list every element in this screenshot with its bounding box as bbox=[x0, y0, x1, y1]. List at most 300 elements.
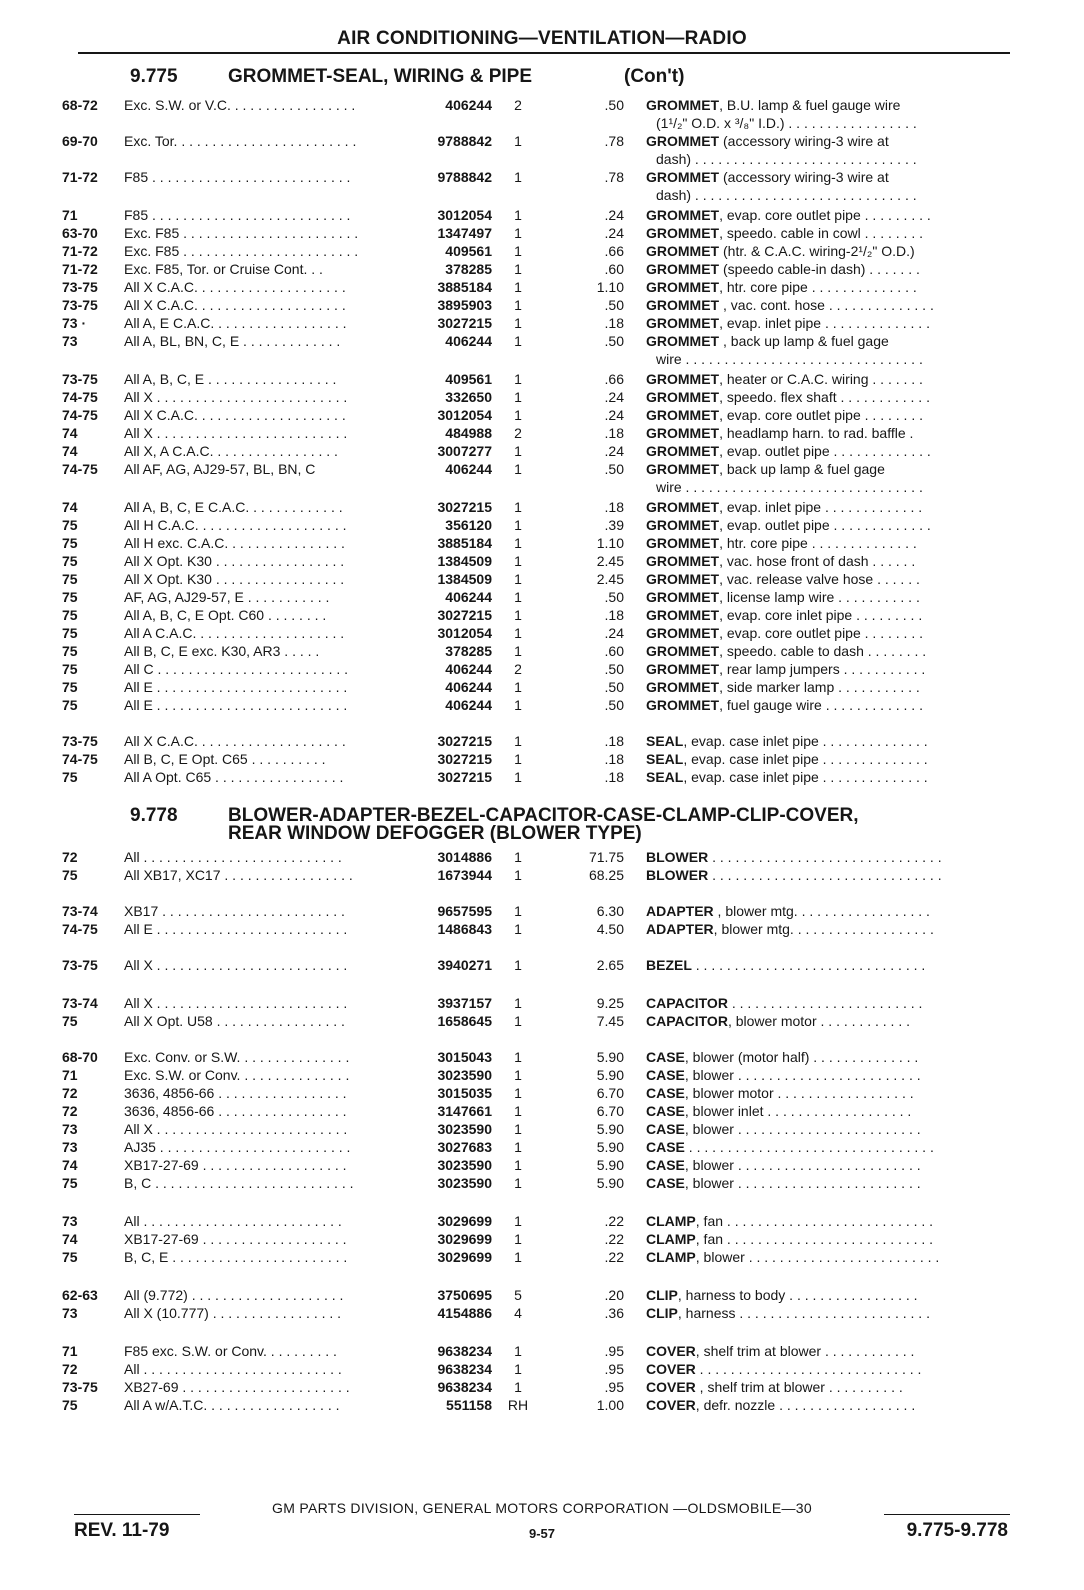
table-row bbox=[0, 624, 1084, 642]
part-detail: , blower mtg. . . . . . . . . . . . . . . . . . . bbox=[713, 921, 934, 937]
row-part-number: 409561 bbox=[445, 371, 492, 387]
row-application: All A, B, C, E C.A.C. . . . . . . . . . . . . bbox=[124, 499, 343, 515]
part-detail: , blower . . . . . . . . . . . . . . . . . . . . . . . . . bbox=[695, 1249, 940, 1265]
section-number: 9.775 bbox=[130, 66, 178, 87]
row-year: 73 bbox=[62, 333, 78, 349]
row-description bbox=[646, 1012, 1008, 1030]
row-price: .18 bbox=[604, 733, 624, 749]
row-quantity: 5 bbox=[514, 1287, 522, 1303]
row-quantity: 1 bbox=[514, 903, 522, 919]
row-application: Exc. Tor. . . . . . . . . . . . . . . . . . . . . . . . bbox=[124, 133, 357, 149]
row-application: B, C, E . . . . . . . . . . . . . . . . . . . . . . . bbox=[124, 1249, 348, 1265]
row-quantity: 1 bbox=[514, 371, 522, 387]
table-row bbox=[0, 242, 1084, 260]
part-detail: . . . . . . . . . . . . . . . . . . . . . . . . . . . . . . bbox=[708, 867, 942, 883]
part-name: CAPACITOR bbox=[646, 995, 728, 1011]
table-row bbox=[0, 678, 1084, 696]
row-quantity: 1 bbox=[514, 461, 522, 477]
row-quantity: 1 bbox=[514, 243, 522, 259]
row-application: 3636, 4856-66 . . . . . . . . . . . . . . . . . bbox=[124, 1103, 347, 1119]
row-year: 72 bbox=[62, 1361, 78, 1377]
section-number: 9.778 bbox=[130, 805, 178, 826]
footer-revision: REV. 11-79 bbox=[74, 1520, 170, 1541]
row-application: XB17-27-69 . . . . . . . . . . . . . . . . . . . bbox=[124, 1157, 347, 1173]
row-part-number: 356120 bbox=[445, 517, 492, 533]
row-year: 75 bbox=[62, 607, 78, 623]
table-row bbox=[0, 516, 1084, 534]
part-name: COVER bbox=[646, 1397, 696, 1413]
part-detail: , heater or C.A.C. wiring . . . . . . . bbox=[719, 371, 923, 387]
row-quantity: 1 bbox=[514, 1361, 522, 1377]
part-name: GROMMET bbox=[646, 661, 720, 677]
table-row bbox=[0, 994, 1084, 1012]
table-row bbox=[0, 956, 1084, 974]
part-detail: , back up lamp & fuel gage bbox=[719, 461, 885, 477]
row-year: 71-72 bbox=[62, 261, 98, 277]
table-row bbox=[0, 920, 1084, 938]
part-name: GROMMET bbox=[646, 389, 720, 405]
row-description bbox=[646, 660, 1008, 678]
table-row bbox=[0, 1084, 1084, 1102]
row-year: 71-72 bbox=[62, 243, 98, 259]
row-price: 2.45 bbox=[596, 553, 624, 569]
row-price: .50 bbox=[604, 297, 624, 313]
row-price: .66 bbox=[604, 371, 624, 387]
row-price: .18 bbox=[604, 499, 624, 515]
row-description bbox=[646, 1102, 1008, 1120]
row-quantity: 1 bbox=[514, 1213, 522, 1229]
row-part-number: 3023590 bbox=[437, 1157, 492, 1173]
table-row bbox=[0, 606, 1084, 624]
row-description bbox=[646, 848, 1008, 866]
row-description bbox=[646, 1396, 1008, 1414]
row-year: 73-75 bbox=[62, 371, 98, 387]
row-quantity: 1 bbox=[514, 315, 522, 331]
row-price: .24 bbox=[604, 389, 624, 405]
table-row bbox=[0, 332, 1084, 350]
row-part-number: 3023590 bbox=[437, 1175, 492, 1191]
row-year: 75 bbox=[62, 679, 78, 695]
row-description-continued: dash) . . . . . . . . . . . . . . . . . . . . . . . . . . . . . bbox=[656, 151, 917, 167]
row-part-number: 3895903 bbox=[437, 297, 492, 313]
row-quantity: 1 bbox=[514, 1157, 522, 1173]
row-description bbox=[646, 606, 1008, 624]
part-name: CASE bbox=[646, 1175, 685, 1191]
row-part-number: 406244 bbox=[445, 589, 492, 605]
row-application: All XB17, XC17 . . . . . . . . . . . . . . . . . bbox=[124, 867, 353, 883]
row-description bbox=[646, 242, 1008, 260]
row-description bbox=[646, 206, 1008, 224]
part-name: BLOWER bbox=[646, 849, 709, 865]
row-year: 74-75 bbox=[62, 921, 98, 937]
table-row bbox=[0, 552, 1084, 570]
table-row bbox=[0, 442, 1084, 460]
row-year: 63-70 bbox=[62, 225, 98, 241]
part-name: GROMMET bbox=[646, 315, 720, 331]
row-description-continued: (1¹/₂" O.D. x ³/₈" I.D.) . . . . . . . . . . . . . . . . . bbox=[656, 115, 917, 131]
row-quantity: 2 bbox=[514, 97, 522, 113]
row-year: 62-63 bbox=[62, 1287, 98, 1303]
row-quantity: 1 bbox=[514, 957, 522, 973]
row-quantity: 1 bbox=[514, 625, 522, 641]
table-row bbox=[0, 1138, 1084, 1156]
row-quantity: 1 bbox=[514, 1067, 522, 1083]
part-name: GROMMET bbox=[646, 225, 720, 241]
part-detail: , evap. outlet pipe . . . . . . . . . . . . . bbox=[719, 517, 931, 533]
row-description-continued: wire . . . . . . . . . . . . . . . . . . . . . . . . . . . . . . . bbox=[656, 479, 923, 495]
row-price: .78 bbox=[604, 169, 624, 185]
table-row bbox=[0, 588, 1084, 606]
row-quantity: 1 bbox=[514, 407, 522, 423]
row-application: Exc. Conv. or S.W. . . . . . . . . . . . . . . bbox=[124, 1049, 350, 1065]
row-year: 73-74 bbox=[62, 903, 98, 919]
part-name: GROMMET bbox=[646, 333, 720, 349]
row-application: All . . . . . . . . . . . . . . . . . . . . . . . . . . bbox=[124, 1213, 342, 1229]
row-part-number: 3750695 bbox=[437, 1287, 492, 1303]
part-name: GROMMET bbox=[646, 589, 720, 605]
row-price: 1.10 bbox=[596, 279, 624, 295]
row-description bbox=[646, 314, 1008, 332]
part-detail: , speedo. cable in cowl . . . . . . . . bbox=[719, 225, 923, 241]
row-description bbox=[646, 370, 1008, 388]
part-name: GROMMET bbox=[646, 279, 720, 295]
row-year: 69-70 bbox=[62, 133, 98, 149]
row-application: All X, A C.A.C. . . . . . . . . . . . . . . . . bbox=[124, 443, 338, 459]
row-description bbox=[646, 920, 1008, 938]
row-price: .78 bbox=[604, 133, 624, 149]
row-application: Exc. S.W. or Conv. . . . . . . . . . . . . . . bbox=[124, 1067, 350, 1083]
row-part-number: 3885184 bbox=[437, 279, 492, 295]
row-price: .50 bbox=[604, 333, 624, 349]
part-name: GROMMET bbox=[646, 499, 720, 515]
row-part-number: 3027215 bbox=[437, 499, 492, 515]
row-quantity: 1 bbox=[514, 535, 522, 551]
row-year: 73-75 bbox=[62, 297, 98, 313]
row-part-number: 9638234 bbox=[437, 1361, 492, 1377]
part-name: GROMMET bbox=[646, 297, 720, 313]
row-year: 75 bbox=[62, 571, 78, 587]
section-title: BLOWER-ADAPTER-BEZEL-CAPACITOR-CASE-CLAMP-CLIP-COVER, bbox=[228, 805, 859, 826]
row-application: All A, B, C, E . . . . . . . . . . . . . . . . . bbox=[124, 371, 337, 387]
row-price: 5.90 bbox=[596, 1157, 624, 1173]
row-year: 75 bbox=[62, 589, 78, 605]
part-name: GROMMET bbox=[646, 697, 720, 713]
part-detail: , shelf trim at blower . . . . . . . . . . . . bbox=[695, 1343, 915, 1359]
row-price: .22 bbox=[604, 1213, 624, 1229]
part-name: GROMMET bbox=[646, 571, 720, 587]
part-detail: , htr. core pipe . . . . . . . . . . . . . . bbox=[719, 535, 917, 551]
row-price: .50 bbox=[604, 589, 624, 605]
row-description bbox=[646, 552, 1008, 570]
row-application: F85 exc. S.W. or Conv. . . . . . . . . . bbox=[124, 1343, 337, 1359]
row-description bbox=[646, 1066, 1008, 1084]
table-row bbox=[0, 132, 1084, 150]
table-row bbox=[0, 1230, 1084, 1248]
row-application: All B, C, E Opt. C65 . . . . . . . . . . bbox=[124, 751, 326, 767]
part-name: SEAL bbox=[646, 751, 684, 767]
row-application: All H C.A.C. . . . . . . . . . . . . . . . . . . . bbox=[124, 517, 347, 533]
row-application: All X C.A.C. . . . . . . . . . . . . . . . . . . . bbox=[124, 279, 346, 295]
table-row bbox=[0, 260, 1084, 278]
row-quantity: 1 bbox=[514, 589, 522, 605]
part-detail: , evap. inlet pipe . . . . . . . . . . . . . . bbox=[719, 315, 930, 331]
part-detail: . . . . . . . . . . . . . . . . . . . . . . . . . bbox=[727, 995, 923, 1011]
row-part-number: 3029699 bbox=[437, 1213, 492, 1229]
row-year: 73 bbox=[62, 1305, 78, 1321]
row-price: .36 bbox=[604, 1305, 624, 1321]
row-application: All X Opt. K30 . . . . . . . . . . . . . . . . . bbox=[124, 553, 345, 569]
row-year: 74-75 bbox=[62, 461, 98, 477]
table-row bbox=[0, 1066, 1084, 1084]
row-application: All X . . . . . . . . . . . . . . . . . . . . . . . . . bbox=[124, 389, 348, 405]
row-part-number: 1384509 bbox=[437, 571, 492, 587]
part-name: COVER bbox=[646, 1361, 696, 1377]
part-detail: , defr. nozzle . . . . . . . . . . . . . . . . . . bbox=[695, 1397, 916, 1413]
row-application: All E . . . . . . . . . . . . . . . . . . . . . . . . . bbox=[124, 921, 348, 937]
row-description bbox=[646, 570, 1008, 588]
table-row bbox=[0, 1396, 1084, 1414]
row-year: 73 · bbox=[62, 315, 87, 331]
row-year: 75 bbox=[62, 1249, 78, 1265]
row-application: All A, BL, BN, C, E . . . . . . . . . . . . . bbox=[124, 333, 341, 349]
row-year: 74 bbox=[62, 425, 78, 441]
row-price: 6.70 bbox=[596, 1103, 624, 1119]
row-price: .24 bbox=[604, 225, 624, 241]
row-description bbox=[646, 406, 1008, 424]
row-year: 75 bbox=[62, 697, 78, 713]
part-detail: , evap. case inlet pipe . . . . . . . . . . . . . . bbox=[683, 733, 928, 749]
row-description bbox=[646, 1360, 1008, 1378]
row-application: F85 . . . . . . . . . . . . . . . . . . . . . . . . . . bbox=[124, 207, 351, 223]
row-part-number: 3147661 bbox=[437, 1103, 492, 1119]
row-part-number: 1673944 bbox=[437, 867, 492, 883]
part-detail: , harness to body . . . . . . . . . . . . . . . . . bbox=[677, 1287, 918, 1303]
row-part-number: 4154886 bbox=[437, 1305, 492, 1321]
part-name: GROMMET bbox=[646, 243, 720, 259]
part-name: CAPACITOR bbox=[646, 1013, 728, 1029]
row-description bbox=[646, 278, 1008, 296]
part-detail: (accessory wiring-3 wire at bbox=[719, 169, 889, 185]
row-application: 3636, 4856-66 . . . . . . . . . . . . . . . . . bbox=[124, 1085, 347, 1101]
row-application: Exc. S.W. or V.C. . . . . . . . . . . . . . . . . bbox=[124, 97, 356, 113]
row-price: .22 bbox=[604, 1249, 624, 1265]
row-quantity: RH bbox=[507, 1397, 529, 1413]
row-year: 71 bbox=[62, 1343, 78, 1359]
row-price: .18 bbox=[604, 751, 624, 767]
part-detail: , blower mtg. . . . . . . . . . . . . . . . . . bbox=[713, 903, 930, 919]
row-quantity: 2 bbox=[514, 661, 522, 677]
row-price: .50 bbox=[604, 679, 624, 695]
row-quantity: 1 bbox=[514, 995, 522, 1011]
row-part-number: 3027215 bbox=[437, 751, 492, 767]
row-price: 1.00 bbox=[596, 1397, 624, 1413]
part-name: SEAL bbox=[646, 733, 684, 749]
part-detail: (speedo cable-in dash) . . . . . . . bbox=[719, 261, 920, 277]
row-price: 9.25 bbox=[596, 995, 624, 1011]
row-quantity: 1 bbox=[514, 207, 522, 223]
row-description bbox=[646, 442, 1008, 460]
part-name: GROMMET bbox=[646, 625, 720, 641]
row-application: All (9.772) . . . . . . . . . . . . . . . . . . . . bbox=[124, 1287, 344, 1303]
section-heading-9775 bbox=[0, 66, 1084, 90]
table-row bbox=[0, 370, 1084, 388]
row-part-number: 3023590 bbox=[437, 1067, 492, 1083]
row-part-number: 406244 bbox=[445, 97, 492, 113]
part-name: CASE bbox=[646, 1067, 685, 1083]
part-detail: , harness . . . . . . . . . . . . . . . . . . . . . . . . . bbox=[677, 1305, 930, 1321]
part-name: CASE bbox=[646, 1121, 685, 1137]
row-quantity: 1 bbox=[514, 769, 522, 785]
row-quantity: 1 bbox=[514, 921, 522, 937]
row-quantity: 1 bbox=[514, 607, 522, 623]
row-application: XB17 . . . . . . . . . . . . . . . . . . . . . . . . bbox=[124, 903, 345, 919]
part-name: GROMMET bbox=[646, 425, 720, 441]
row-price: .20 bbox=[604, 1287, 624, 1303]
table-row bbox=[0, 534, 1084, 552]
row-year: 71 bbox=[62, 207, 78, 223]
row-year: 68-70 bbox=[62, 1049, 98, 1065]
row-quantity: 1 bbox=[514, 297, 522, 313]
row-price: 7.45 bbox=[596, 1013, 624, 1029]
row-part-number: 9657595 bbox=[437, 903, 492, 919]
row-part-number: 551158 bbox=[446, 1397, 492, 1413]
row-price: 6.70 bbox=[596, 1085, 624, 1101]
table-row bbox=[0, 1102, 1084, 1120]
row-part-number: 3027215 bbox=[437, 607, 492, 623]
row-quantity: 1 bbox=[514, 225, 522, 241]
row-quantity: 1 bbox=[514, 133, 522, 149]
part-detail: , speedo. flex shaft . . . . . . . . . . . . bbox=[719, 389, 930, 405]
row-description-continued: dash) . . . . . . . . . . . . . . . . . . . . . . . . . . . . . bbox=[656, 187, 917, 203]
row-description bbox=[646, 224, 1008, 242]
row-application: All X . . . . . . . . . . . . . . . . . . . . . . . . . bbox=[124, 425, 348, 441]
part-detail: , shelf trim at blower . . . . . . . . . . bbox=[695, 1379, 903, 1395]
row-application: All A w/A.T.C. . . . . . . . . . . . . . . . . . bbox=[124, 1397, 340, 1413]
row-year: 73 bbox=[62, 1213, 78, 1229]
row-part-number: 1347497 bbox=[437, 225, 492, 241]
row-application: Exc. F85 . . . . . . . . . . . . . . . . . . . . . . . bbox=[124, 243, 359, 259]
table-row bbox=[0, 460, 1084, 478]
row-year: 73-75 bbox=[62, 733, 98, 749]
part-detail: , B.U. lamp & fuel gauge wire bbox=[719, 97, 901, 113]
part-name: GROMMET bbox=[646, 553, 720, 569]
table-row bbox=[0, 1286, 1084, 1304]
part-detail: , evap. core outlet pipe . . . . . . . . . bbox=[719, 207, 931, 223]
part-detail: , fuel gauge wire . . . . . . . . . . . . . bbox=[719, 697, 923, 713]
part-detail: . . . . . . . . . . . . . . . . . . . . . . . . . . . . . . bbox=[691, 957, 926, 973]
row-quantity: 1 bbox=[514, 261, 522, 277]
row-application: All X C.A.C. . . . . . . . . . . . . . . . . . . . bbox=[124, 733, 346, 749]
row-description bbox=[646, 1212, 1008, 1230]
row-quantity: 1 bbox=[514, 1049, 522, 1065]
row-year: 75 bbox=[62, 661, 78, 677]
row-year: 74 bbox=[62, 1157, 78, 1173]
part-detail: , evap. inlet pipe . . . . . . . . . . . . . bbox=[719, 499, 923, 515]
row-price: .24 bbox=[604, 443, 624, 459]
row-description bbox=[646, 678, 1008, 696]
row-application: XB17-27-69 . . . . . . . . . . . . . . . . . . . bbox=[124, 1231, 347, 1247]
row-part-number: 9638234 bbox=[437, 1343, 492, 1359]
part-name: GROMMET bbox=[646, 133, 720, 149]
row-application: F85 . . . . . . . . . . . . . . . . . . . . . . . . . . bbox=[124, 169, 351, 185]
row-quantity: 1 bbox=[514, 1013, 522, 1029]
footer-page-number: 9-57 bbox=[528, 1526, 556, 1541]
row-part-number: 9638234 bbox=[437, 1379, 492, 1395]
table-row bbox=[0, 1360, 1084, 1378]
row-price: .60 bbox=[604, 261, 624, 277]
row-quantity: 1 bbox=[514, 1121, 522, 1137]
row-price: .66 bbox=[604, 243, 624, 259]
row-application: All X . . . . . . . . . . . . . . . . . . . . . . . . . bbox=[124, 1121, 348, 1137]
part-detail: , evap. core outlet pipe . . . . . . . . bbox=[719, 407, 923, 423]
row-quantity: 1 bbox=[514, 553, 522, 569]
part-name: ADAPTER bbox=[646, 921, 714, 937]
row-application: XB27-69 . . . . . . . . . . . . . . . . . . . . . . bbox=[124, 1379, 350, 1395]
row-price: 2.45 bbox=[596, 571, 624, 587]
row-part-number: 3029699 bbox=[437, 1249, 492, 1265]
part-detail: , blower . . . . . . . . . . . . . . . . . . . . . . . . bbox=[684, 1157, 921, 1173]
part-detail: , fan . . . . . . . . . . . . . . . . . . . . . . . . . . . bbox=[695, 1231, 934, 1247]
row-part-number: 9788842 bbox=[437, 169, 492, 185]
row-price: 6.30 bbox=[596, 903, 624, 919]
table-row bbox=[0, 424, 1084, 442]
row-application: All X C.A.C. . . . . . . . . . . . . . . . . . . . bbox=[124, 407, 346, 423]
row-application: All X Opt. U58 . . . . . . . . . . . . . . . . . bbox=[124, 1013, 345, 1029]
row-description bbox=[646, 1120, 1008, 1138]
row-price: .24 bbox=[604, 207, 624, 223]
part-detail: , headlamp harn. to rad. baffle . bbox=[719, 425, 914, 441]
row-price: .24 bbox=[604, 407, 624, 423]
part-name: GROMMET bbox=[646, 679, 720, 695]
part-detail: (accessory wiring-3 wire at bbox=[719, 133, 889, 149]
row-quantity: 1 bbox=[514, 279, 522, 295]
row-year: 75 bbox=[62, 1397, 78, 1413]
row-part-number: 409561 bbox=[445, 243, 492, 259]
row-description bbox=[646, 96, 1008, 114]
table-row bbox=[0, 296, 1084, 314]
part-detail: . . . . . . . . . . . . . . . . . . . . . . . . . . . . . . bbox=[708, 849, 942, 865]
row-quantity: 1 bbox=[514, 697, 522, 713]
row-part-number: 332650 bbox=[445, 389, 492, 405]
part-detail: , rear lamp jumpers . . . . . . . . . . . bbox=[719, 661, 926, 677]
row-part-number: 378285 bbox=[445, 643, 492, 659]
row-year: 74-75 bbox=[62, 751, 98, 767]
row-description bbox=[646, 1174, 1008, 1192]
table-row bbox=[0, 1378, 1084, 1396]
row-price: 68.25 bbox=[588, 867, 624, 883]
row-year: 75 bbox=[62, 625, 78, 641]
row-part-number: 406244 bbox=[445, 461, 492, 477]
row-year: 74-75 bbox=[62, 389, 98, 405]
part-detail: , blower . . . . . . . . . . . . . . . . . . . . . . . . bbox=[684, 1121, 921, 1137]
part-detail: , back up lamp & fuel gage bbox=[719, 333, 889, 349]
part-name: GROMMET bbox=[646, 517, 720, 533]
row-part-number: 3012054 bbox=[437, 625, 492, 641]
part-detail: , blower . . . . . . . . . . . . . . . . . . . . . . . . bbox=[684, 1067, 921, 1083]
part-detail: , blower inlet . . . . . . . . . . . . . . . . . . . bbox=[684, 1103, 912, 1119]
row-price: .18 bbox=[604, 315, 624, 331]
row-year: 75 bbox=[62, 553, 78, 569]
row-quantity: 1 bbox=[514, 867, 522, 883]
part-name: GROMMET bbox=[646, 261, 720, 277]
row-part-number: 3940271 bbox=[437, 957, 492, 973]
part-name: CASE bbox=[646, 1139, 685, 1155]
row-application: AJ35 . . . . . . . . . . . . . . . . . . . . . . . . . bbox=[124, 1139, 351, 1155]
part-detail: , blower (motor half) . . . . . . . . . . . . . . bbox=[684, 1049, 919, 1065]
part-name: CLIP bbox=[646, 1305, 678, 1321]
row-part-number: 9788842 bbox=[437, 133, 492, 149]
row-description bbox=[646, 956, 1008, 974]
